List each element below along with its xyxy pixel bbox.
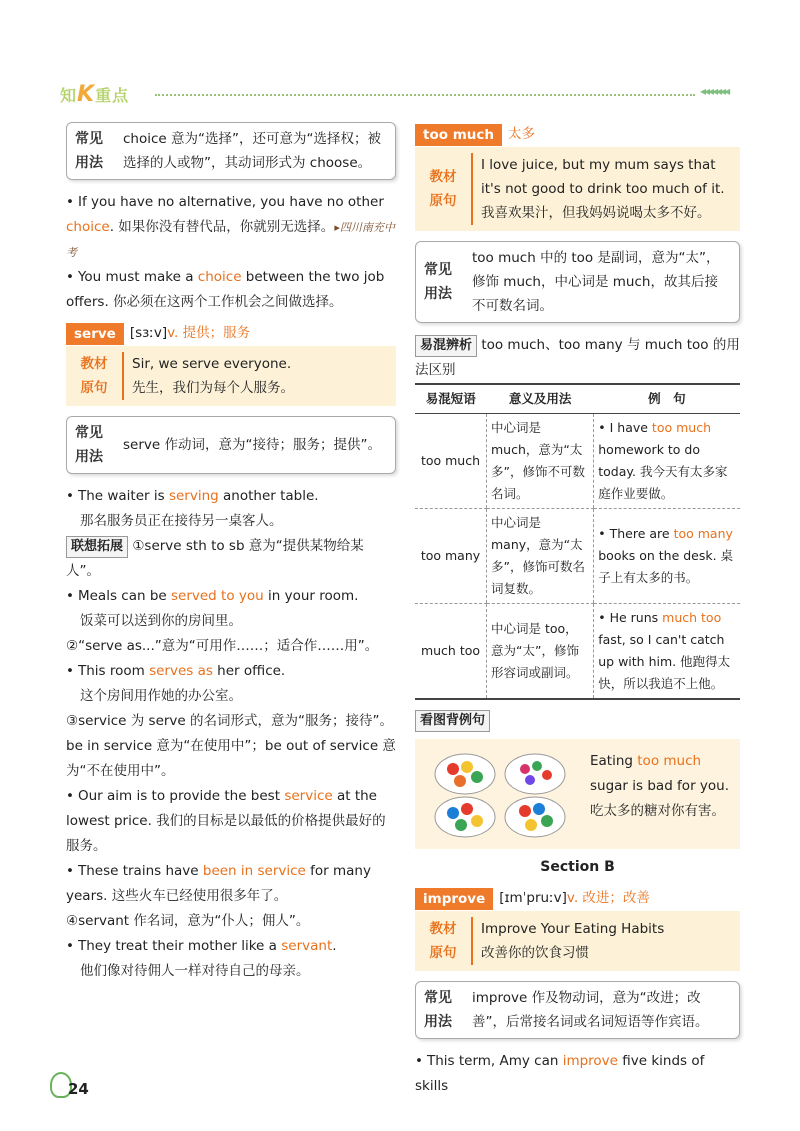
section-title: Section B [540, 859, 615, 875]
header-arrows-icon: ◂◂◂◂◂◂◂ [700, 84, 729, 98]
example-9: • This term, Amy can improve five kinds of skills [415, 1049, 740, 1099]
too-much-usage-box: 常见 用法 too much 中的 too 是副词，意为“太”，修饰 much，中心词是 much，故其后接不可数名词。 [415, 241, 740, 323]
example-7: • These trains have been in service for many years. 这些火车已经使用很多年了。 [66, 859, 396, 909]
textbook-sentence-serve: 教材 原句 Sir, we serve everyone. 先生，我们为每个人服务。 [66, 346, 396, 406]
word-serve-heading: serve [sɜːv] v. 提供；服务 [66, 321, 396, 346]
usage-text: choice 意为“选择”，还可意为“选择权；被选择的人或物”，其动词形式为 choose。 [123, 131, 381, 171]
expansion: 联想拓展 ①serve sth to sb 意为“提供某物给某人”。 [66, 538, 364, 579]
picture-example [415, 739, 740, 849]
picture-heading: 看图背例句 [415, 708, 740, 733]
table-row: much too 中心词是 too，意为“太”，修饰形容词或副词。 • He runs much too fast, so I can't catch up with him. 他跑得太快，所以我追不上他。 [415, 604, 740, 700]
example-3: • The waiter is serving another table. [66, 484, 396, 509]
example-2: • You must make a choice between the two job offers. 你必须在这两个工作机会之间做选择。 [66, 265, 396, 315]
serve-usage-box: 常见 用法 serve 作动词，意为“接待；服务；提供”。 [66, 416, 396, 474]
example-5: • This room serves as her office. [66, 659, 396, 684]
example-1: • If you have no alternative, you have no other choice. 如果你没有替代品，你就别无选择。▸四川南充中考 [66, 190, 396, 265]
word-too-much-heading: too much 太多 [415, 122, 740, 147]
textbook-sentence-improve: 教材 原句 Improve Your Eating Habits 改善你的饮食习惯 [415, 911, 740, 971]
confusion-heading: 易混辨析 too much、too many 与 much too 的用法区别 [415, 337, 740, 378]
left-column: 常见 用法 choice 意为“选择”，还可意为“选择权；被选择的人或物”，其动词形式为 choose。 • If you have no alternative, you have no other choice. 如果你没有替代品，你就别无选择。▸四川南充中考 • You must make a choice between the two job offers. 你必须在这两个工作机会之间做选择。 serve [sɜːv] v. 提供；服务 教材 原句 Sir, we serve everyone. 先生，我们为每个人服务。 常见 用法 serve 作动词，意为“接待；服务；提供”。 • The waiter is serving another table. 那名服务员正在接待另一桌客人。 联想拓展 ①serve sth to sb 意为“提供某物给某人”。 • Meals can be served to you in your room. 饭菜可以送到你的房间里。 ②“serve as...”意为“可用作……；适合作……用”。 • This room serves as her office. 这个房间用作她的办公室。 ③service 为 serve 的名词形式，意为“服务；接待”。be in service 意为“在使用中”；be out of service 意为“不在使用中”。 • Our aim is to provide the best service at the lowest price. 我们的目标是以最低的价格提供最好的服务。 • These trains have been in service for many years. 这些火车已经使用很多年了。 ④servant 作名词，意为“仆人；佣人”。 • They treat their mother like a servant. 他们像对待佣人一样对待自己的母亲。 [66, 122, 396, 984]
picture-caption: Eating too much sugar is bad for you. 吃太多的糖对你有害。 [590, 753, 730, 819]
improve-usage-box: 常见 用法 improve 作及物动词，意为“改进；改善”，后常接名词或名词短语等作宾语。 [415, 981, 740, 1039]
example-6: • Our aim is to provide the best service at the lowest price. 我们的目标是以最低的价格提供最好的服务。 [66, 784, 396, 859]
table-row: too many 中心词是 many，意为“太多”，修饰可数名词复数。 • There are too many books on the desk. 桌子上有太多的书。 [415, 509, 740, 604]
candy-bowls-image [425, 749, 575, 839]
word-improve-heading: improve [ɪmˈpruːv] v. 改进；改善 [415, 886, 740, 911]
example-4: • Meals can be served to you in your room. [66, 584, 396, 609]
usage-label: 常见 用法 [75, 131, 103, 171]
header-dotted-line [155, 94, 695, 96]
header-logo: 知K重点 [60, 82, 130, 107]
right-column [415, 122, 740, 1099]
comparison-table: 易混短语 意义及用法 例 句 too much 中心词是 much，意为“太多”，修饰不可数名词。 • I have too much homework to do today. 我今天有太多家庭作业要做。 too many 中心词是 many，意为“太多”，修饰可数名词复数。 • There are too many books on the desk. 桌子上有太多的书。 much too 中心词是 too，意为“太”，修饰形容词或副词。 • He runs much too fast, so I can't catch up with him. 他跑得太快，所以我追不上他。 [415, 383, 740, 700]
page-number: 24 [68, 1080, 89, 1098]
choice-usage-box [66, 122, 396, 180]
page-header [60, 78, 750, 108]
textbook-sentence-too-much: 教材 原句 I love juice, but my mum says that it's not good to drink too much of it. 我喜欢果汁，但我妈妈说喝太多不好。 [415, 147, 740, 231]
example-8: • They treat their mother like a servant. [66, 934, 396, 959]
table-row: too much 中心词是 much，意为“太多”，修饰不可数名词。 • I have too much homework to do today. 我今天有太多家庭作业要做。 [415, 414, 740, 509]
